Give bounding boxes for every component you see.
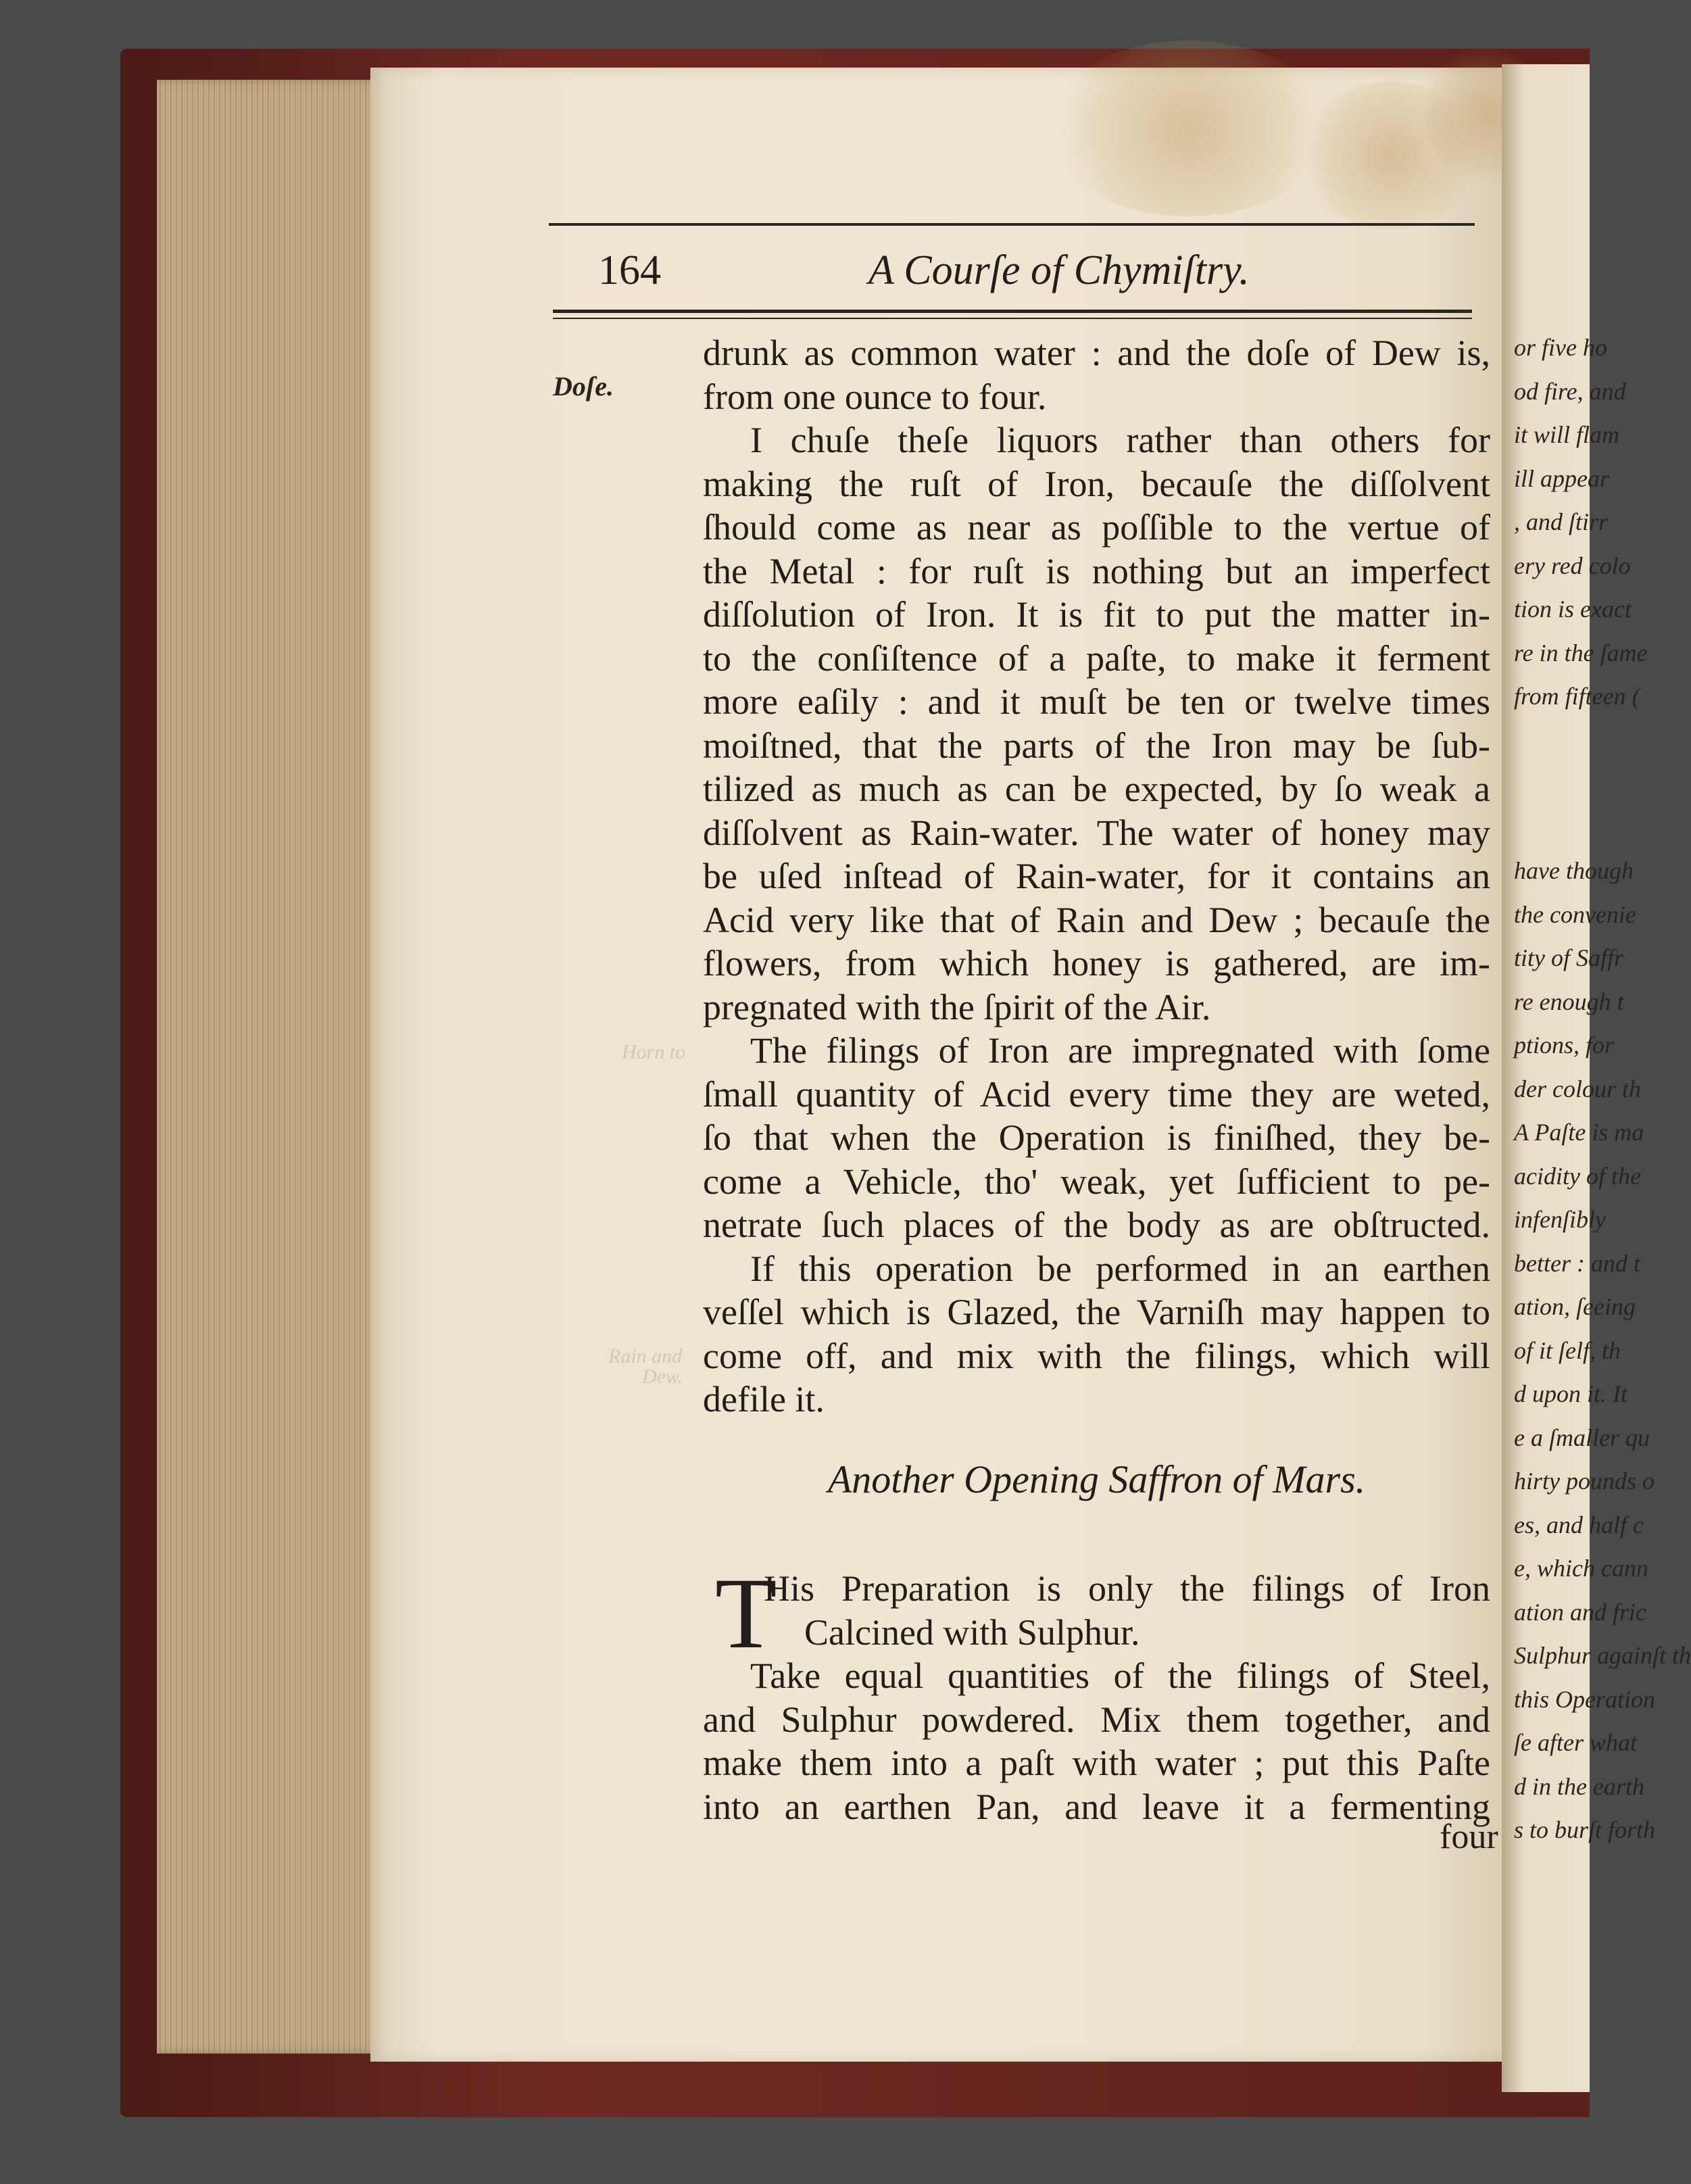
text-line: tilized as much as can be expected, by ſo weak a — [703, 769, 1490, 809]
facing-page-text: e a ſmaller qu — [1514, 1424, 1650, 1451]
text-line: making the ruſt of Iron, becauſe the diſſolvent — [703, 463, 1490, 504]
text-line: netrate ſuch places of the body as are obſtructed. — [703, 1205, 1490, 1245]
text-line: His Preparation is only the filings of Iron — [764, 1568, 1490, 1609]
facing-page-text: d in the earth — [1514, 1772, 1644, 1800]
text-line: come off, and mix with the filings, which will — [703, 1335, 1490, 1376]
text-line: Acid very like that of Rain and Dew ; becauſe the — [703, 899, 1490, 940]
facing-page-text: have though — [1514, 857, 1634, 884]
facing-page-text: acidity of the — [1514, 1162, 1641, 1190]
text-line: diſſolvent as Rain-water. The water of honey may — [703, 812, 1490, 853]
catchword: four — [1440, 1818, 1498, 1856]
show-through-text: Horn to — [622, 1041, 686, 1063]
page-edges — [157, 80, 380, 2054]
header-rule-bottom — [553, 310, 1472, 313]
show-through-text: Rain and — [608, 1345, 683, 1367]
text-line: the Metal : for ruſt is nothing but an imperfect — [703, 550, 1490, 591]
text-line: veſſel which is Glazed, the Varniſh may happen to — [703, 1292, 1490, 1332]
facing-page-text: re in the ſame — [1514, 639, 1648, 666]
show-through-text: Dew. — [642, 1365, 683, 1388]
text-line: to the conſiſtence of a paſte, to make it ferment — [703, 637, 1490, 679]
drop-cap: T — [715, 1557, 777, 1670]
text-line: Take equal quantities of the filings of Steel, — [750, 1655, 1490, 1696]
facing-page-text: the convenie — [1514, 900, 1636, 928]
facing-page-text: re enough t — [1514, 988, 1624, 1015]
facing-page-text: ation and fric — [1514, 1598, 1646, 1626]
text-line: I chuſe theſe liquors rather than others for — [750, 420, 1490, 460]
facing-page-text: , and ſtirr — [1514, 508, 1609, 535]
margin-note-dose: Doſe. — [553, 371, 614, 402]
facing-page-text: from fifteen ( — [1514, 683, 1640, 710]
facing-page-text: tion is exact — [1514, 596, 1632, 623]
facing-page-text: e, which cann — [1514, 1555, 1648, 1582]
facing-page-text: tity of Saffr — [1514, 944, 1623, 971]
header-rule-thin — [553, 318, 1472, 319]
facing-page-text: Sulphur againſt th — [1514, 1642, 1691, 1669]
facing-page-text: s to burſt forth — [1514, 1816, 1656, 1843]
facing-page-text: this Operation — [1514, 1685, 1656, 1713]
facing-page-text: it will flam — [1514, 421, 1620, 448]
text-line: make them into a paſt with water ; put this Paſte — [703, 1743, 1490, 1783]
text-line: The filings of Iron are impregnated with ſome — [750, 1030, 1490, 1071]
text-line: If this operation be performed in an earthen — [750, 1248, 1490, 1289]
facing-page-text: ſe after what — [1514, 1729, 1637, 1756]
text-line: diſſolution of Iron. It is fit to put the matter in- — [703, 594, 1490, 635]
facing-page-text: od fire, and — [1514, 377, 1626, 405]
facing-page-text: of it ſelf, th — [1514, 1336, 1621, 1364]
text-line: ſmall quantity of Acid every time they are weted, — [703, 1073, 1490, 1115]
header-rule-top — [549, 223, 1475, 226]
facing-page-text: ill appear — [1514, 464, 1609, 492]
water-stain — [1046, 41, 1330, 216]
text-line: Calcined with Sulphur. — [804, 1611, 1140, 1653]
text-line: ſo that when the Operation is finiſhed, they be- — [703, 1117, 1490, 1158]
text-line: more eaſily : and it muſt be ten or twelve times — [703, 681, 1490, 722]
text-line: be uſed inſtead of Rain-water, for it contains an — [703, 856, 1490, 896]
text-line: from one ounce to four. — [703, 376, 1047, 417]
facing-page-edge — [1502, 64, 1691, 2092]
facing-page-text: ery red colo — [1514, 552, 1631, 579]
text-line: come a Vehicle, tho' weak, yet ſufficient to pe- — [703, 1161, 1490, 1202]
text-line: into an earthen Pan, and leave it a fermenting — [703, 1786, 1490, 1827]
facing-page-text: better : and t — [1514, 1249, 1640, 1277]
text-line: defile it. — [703, 1379, 825, 1419]
text-line: moiſtned, that the parts of the Iron may be ſub- — [703, 725, 1490, 766]
facing-page-text: ation, ſeeing — [1514, 1293, 1636, 1320]
facing-page-text: infenſibly — [1514, 1206, 1606, 1233]
section-heading: Another Opening Saffron of Mars. — [827, 1457, 1366, 1501]
main-text — [703, 331, 1490, 1422]
facing-page-text: d upon it. It — [1514, 1380, 1627, 1407]
section-text — [703, 1557, 1490, 1828]
text-line: flowers, from which honey is gathered, are im- — [703, 943, 1490, 984]
text-line: and Sulphur powdered. Mix them together, and — [703, 1699, 1490, 1740]
page-number: 164 — [598, 247, 661, 293]
facing-page-text: or five ho — [1514, 334, 1607, 361]
text-line: pregnated with the ſpirit of the Air. — [703, 986, 1211, 1027]
facing-page-text: ptions, for — [1514, 1032, 1615, 1059]
text-line: drunk as common water : and the doſe of Dew is, — [703, 333, 1490, 373]
text-line: ſhould come as near as poſſible to the vertue of — [703, 507, 1490, 548]
facing-page-text: hirty pounds o — [1514, 1467, 1655, 1495]
facing-page-text: es, and half c — [1514, 1511, 1644, 1538]
facing-page-text: der colour th — [1514, 1075, 1641, 1102]
running-title: A Courſe of Chymiſtry. — [868, 247, 1250, 293]
facing-page-text: A Paſte is ma — [1514, 1119, 1644, 1146]
